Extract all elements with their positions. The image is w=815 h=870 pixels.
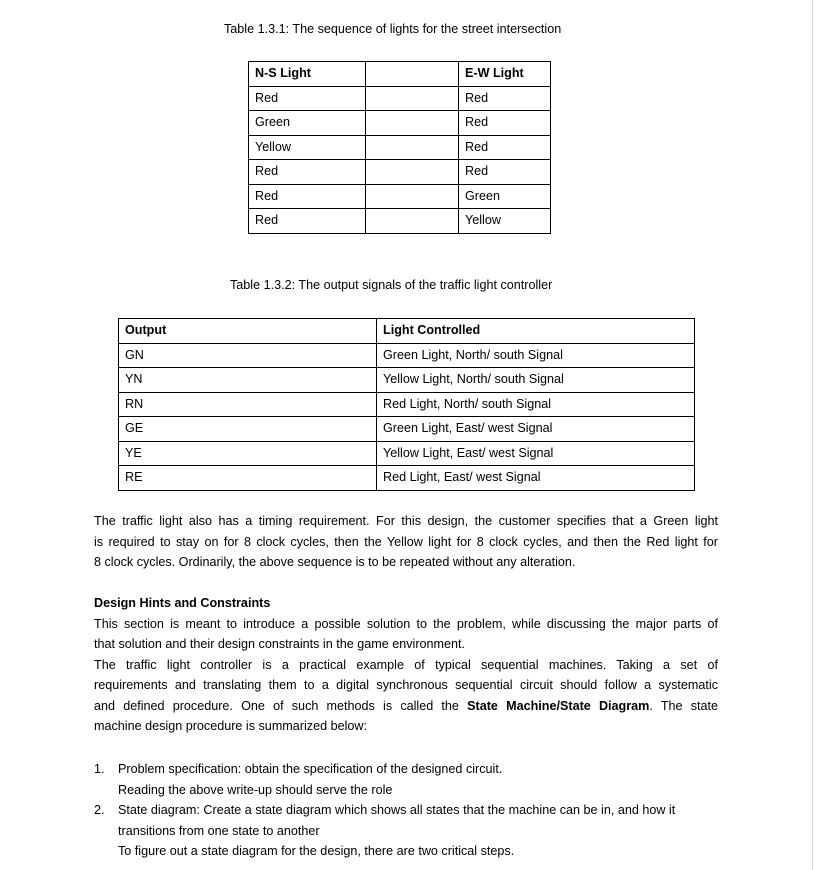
light-cell: Yellow Light, East/ west Signal [377,441,695,466]
header-blank [366,62,459,87]
timing-paragraph [94,511,718,573]
ns-cell: Yellow [249,135,366,160]
ns-cell: Red [249,86,366,111]
paragraph-text: and defined procedure. One of such methods is called the [94,698,468,713]
design-section [94,593,718,737]
list-line: State diagram: Create a state diagram which shows all states that the machine can be in, and how it [118,803,676,817]
blank-cell [366,209,459,234]
table-row [119,441,695,466]
table-row [249,160,551,185]
list-line: Reading the above write-up should serve the role [118,782,393,797]
table1-caption: Table 1.3.1: The sequence of lights for the street intersection [224,22,562,36]
blank-cell [366,111,459,136]
table-row [119,392,695,417]
paragraph-line: The traffic light also has a timing requirement. For this design, the customer specifies that a Green light [94,514,718,528]
ew-cell: Yellow [459,209,551,234]
paragraph-text: . The state [649,698,719,713]
light-cell: Green Light, North/ south Signal [377,343,695,368]
light-cell: Yellow Light, North/ south Signal [377,368,695,393]
ns-cell: Red [249,160,366,185]
header-light-controlled: Light Controlled [377,319,695,344]
output-cell: YN [119,368,377,393]
table-row [249,86,551,111]
table-row [249,135,551,160]
list-line: transitions from one state to another [118,823,320,838]
table-row [119,368,695,393]
ew-cell: Red [459,135,551,160]
paragraph-line: that solution and their design constraints in the game environment. [94,637,466,651]
procedure-steps-list [94,759,734,862]
light-sequence-table [248,61,551,234]
list-line: Problem specification: obtain the specification of the designed circuit. [118,762,503,776]
header-ns-light: N-S Light [249,62,366,87]
table-row [249,184,551,209]
blank-cell [366,160,459,185]
ns-cell: Red [249,184,366,209]
list-line: To figure out a state diagram for the design, there are two critical steps. [118,844,515,858]
ew-cell: Green [459,184,551,209]
output-cell: GE [119,417,377,442]
output-cell: YE [119,441,377,466]
paragraph-line: is required to stay on for 8 clock cycles, then the Yellow light for 8 clock cycles, and then the Red light for [94,534,718,549]
light-cell: Red Light, East/ west Signal [377,466,695,491]
table-row [119,417,695,442]
list-item [94,759,734,800]
blank-cell [366,135,459,160]
table-header-row [119,319,695,344]
section-heading: Design Hints and Constraints [94,596,271,610]
table2-caption: Table 1.3.2: The output signals of the traffic light controller [230,278,553,292]
table-row [249,111,551,136]
page-right-border [812,0,813,870]
header-output: Output [119,319,377,344]
output-signals-table [118,318,695,491]
blank-cell [366,184,459,209]
header-ew-light: E-W Light [459,62,551,87]
list-number: 1. [94,762,105,776]
output-cell: RN [119,392,377,417]
output-cell: GN [119,343,377,368]
paragraph-line: This section is meant to introduce a possible solution to the problem, while discussing the major parts of [94,616,718,631]
table-row [119,343,695,368]
paragraph-line-with-bold [94,696,718,717]
table-row [249,209,551,234]
paragraph-line: requirements and translating them to a digital synchronous sequential circuit should follow a systematic [94,678,718,692]
paragraph-line: 8 clock cycles. Ordinarily, the above sequence is to be repeated without any alteration. [94,555,576,569]
table-header-row [249,62,551,87]
ew-cell: Red [459,160,551,185]
output-cell: RE [119,466,377,491]
blank-cell [366,86,459,111]
ew-cell: Red [459,86,551,111]
table-row [119,466,695,491]
ns-cell: Red [249,209,366,234]
light-cell: Green Light, East/ west Signal [377,417,695,442]
paragraph-line: machine design procedure is summarized below: [94,719,367,733]
ns-cell: Green [249,111,366,136]
ew-cell: Red [459,111,551,136]
paragraph-line: The traffic light controller is a practical example of typical sequential machines. Taking a set of [94,657,718,672]
light-cell: Red Light, North/ south Signal [377,392,695,417]
list-number: 2. [94,803,105,817]
list-item [94,800,734,862]
bold-term: State Machine/State Diagram [467,698,650,713]
